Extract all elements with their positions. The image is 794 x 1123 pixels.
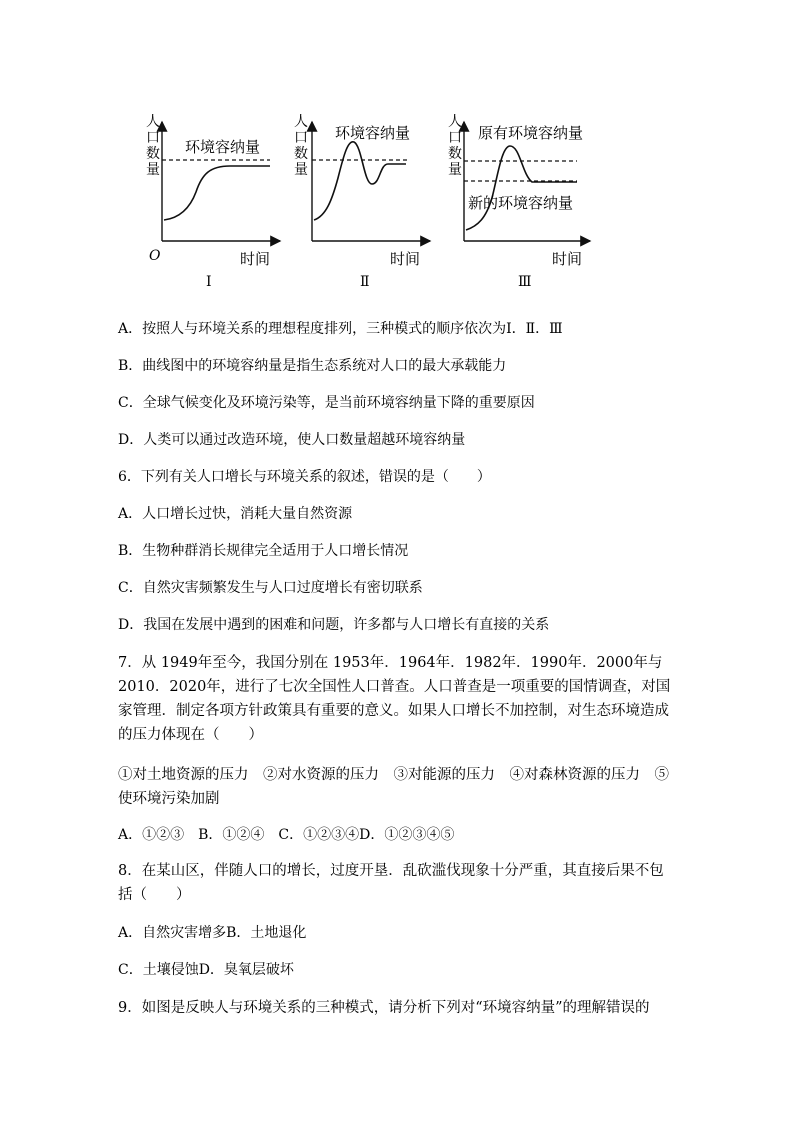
panel-roman: Ⅰ — [206, 274, 212, 290]
option-a-figure: A．按照人与环境关系的理想程度排列，三种模式的顺序依次为Ⅰ．Ⅱ．Ⅲ — [118, 321, 563, 337]
x-axis-label: 时间 — [552, 250, 583, 268]
origin-label: O — [149, 248, 161, 264]
question-8-option-ab: A．自然灾害增多B．土地退化 — [118, 925, 307, 941]
population-curve — [314, 142, 406, 220]
question-7-options: A．①②③ B．①②④ C．①②③④D．①②③④⑤ — [118, 827, 455, 843]
panel-1 — [146, 114, 280, 290]
y-axis-label: 人口数量 — [294, 114, 308, 178]
y-axis-label: 人口数量 — [448, 114, 462, 178]
panel-roman: Ⅲ — [518, 274, 532, 290]
population-curve — [466, 146, 577, 230]
x-axis-label: 时间 — [390, 250, 421, 268]
x-axis-label: 时间 — [240, 250, 271, 268]
panel-3 — [448, 114, 590, 290]
question-8-stem: 8．在某山区，伴随人口的增长，过度开垦．乱砍滥伐现象十分严重，其直接后果不包括（ ） — [118, 863, 664, 903]
question-6-option-a: A．人口增长过快，消耗大量自然资源 — [118, 506, 353, 522]
question-9-stem: 9．如图是反映人与环境关系的三种模式，请分析下列对“环境容纳量”的理解错误的 — [118, 1000, 650, 1016]
capacity-label: 环境容纳量 — [185, 138, 261, 156]
original-capacity-label: 原有环境容纳量 — [478, 124, 584, 142]
question-7-items: ①对土地资源的压力 ②对水资源的压力 ③对能源的压力 ④对森林资源的压力 ⑤使环境污染加剧 — [118, 767, 669, 807]
panel-roman: Ⅱ — [360, 274, 370, 290]
question-6-option-b: B．生物种群消长规律完全适用于人口增长情况 — [118, 543, 409, 559]
option-c-figure: C．全球气候变化及环境污染等，是当前环境容纳量下降的重要原因 — [118, 395, 535, 411]
question-6-option-d: D．我国在发展中遇到的困难和问题，许多都与人口增长有直接的关系 — [118, 617, 550, 633]
question-6-option-c: C．自然灾害频繁发生与人口过度增长有密切联系 — [118, 580, 423, 596]
capacity-label: 环境容纳量 — [335, 124, 411, 142]
option-b-figure: B．曲线图中的环境容纳量是指生态系统对人口的最大承载能力 — [118, 358, 507, 374]
figure-three-models — [140, 108, 610, 298]
question-7-stem: 7．从 1949年至今，我国分别在 1953年．1964年．1982年．1990年．2000年与 2010．2020年，进行了七次全国性人口普查。人口普查是一项重要的国情调查，对国家管理．制定各项方针政策具有重要的意义。如果人口增长不加控制，对生态环境造成的压力体现在（ ） — [118, 655, 671, 743]
option-d-figure: D．人类可以通过改造环境，使人口数量超越环境容纳量 — [118, 432, 466, 448]
question-8-option-cd: C．土壤侵蚀D．臭氧层破坏 — [118, 962, 294, 978]
question-6-stem: 6．下列有关人口增长与环境关系的叙述，错误的是（ ） — [118, 469, 491, 485]
panel-2 — [294, 114, 430, 290]
population-curve — [164, 166, 270, 220]
new-capacity-label: 新的环境容纳量 — [468, 194, 574, 212]
y-axis-label: 人口数量 — [146, 114, 160, 178]
